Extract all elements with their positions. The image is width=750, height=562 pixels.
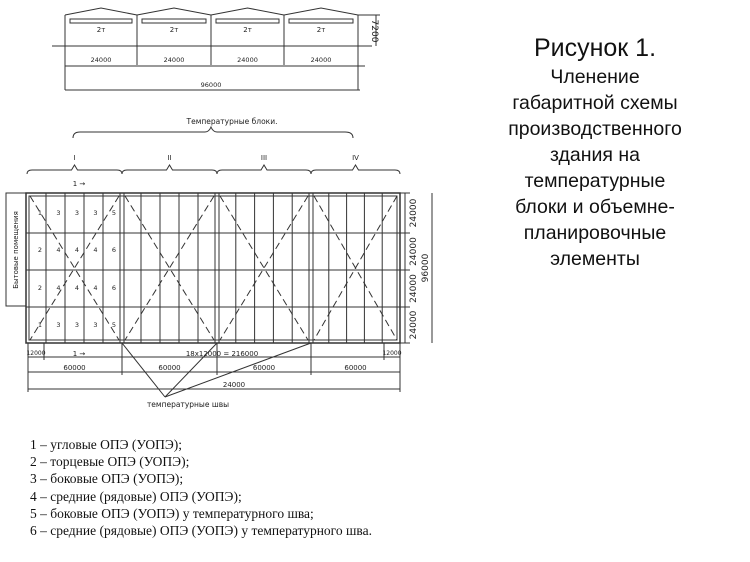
brace [27, 165, 122, 174]
element-number: 4 [74, 246, 80, 254]
brace [311, 165, 400, 174]
caption-line: элементы [550, 248, 640, 270]
bay-dimension: 24000 [237, 56, 258, 64]
crane-beam [216, 19, 279, 23]
crane-label: 2т [243, 26, 252, 34]
legend-item: 4 – средние (рядовые) ОПЭ (УОПЭ); [30, 488, 242, 504]
legend-item: 2 – торцевые ОПЭ (УОПЭ); [30, 454, 190, 470]
bottom-total-dimension: 24000 [222, 381, 246, 389]
crane-beam [289, 19, 353, 23]
element-number: 2 [37, 284, 43, 292]
roof-line [284, 8, 358, 15]
section-mark: 1 → [72, 350, 86, 358]
element-number: 6 [111, 284, 117, 292]
legend-item: 3 – боковые ОПЭ (УОПЭ); [30, 471, 184, 487]
total-width-dimension: 96000 [421, 253, 431, 283]
caption-line: Членение [550, 66, 640, 88]
caption-line: температурные [524, 170, 666, 192]
legend-item: 6 – средние (рядовые) ОПЭ (УОПЭ) у температурного шва. [30, 523, 372, 539]
crane-label: 2т [169, 26, 179, 34]
element-number: 6 [111, 246, 117, 254]
figure-heading: Рисунок 1. [533, 34, 657, 62]
joints-label: температурные швы [146, 400, 230, 409]
blocks-label: Температурные блоки. [186, 117, 278, 126]
slide-title [470, 32, 720, 272]
brace [217, 165, 311, 174]
row-dimension: 24000 [409, 237, 419, 266]
element-number: 1 [37, 321, 43, 329]
element-number: 4 [93, 284, 98, 292]
caption-line: габаритной схемы [512, 92, 678, 114]
section-mark: 1 → [72, 180, 86, 188]
legend [30, 436, 372, 539]
edge-dimension: 12000 [382, 350, 402, 357]
brace [73, 127, 353, 138]
caption-line: блоки и объемне- [515, 196, 675, 218]
element-number: 4 [93, 246, 98, 254]
building-outline [26, 193, 400, 343]
side-room-label: Бытовые помещения [12, 211, 20, 289]
step-dimension: 18x12000 = 216000 [185, 350, 259, 358]
block-dimension: 60000 [158, 364, 181, 372]
element-number: 3 [74, 209, 80, 217]
height-dimension: 7200 [369, 19, 379, 43]
row-dimension: 24000 [409, 274, 419, 303]
caption-line: планировочные [523, 222, 667, 244]
total-length-dimension: 96000 [200, 81, 222, 89]
edge-dimension: 12000 [26, 350, 46, 357]
roof-line [211, 8, 284, 15]
element-number: 3 [93, 321, 98, 329]
roof-line [65, 8, 137, 15]
bay-dimension: 24000 [90, 56, 112, 64]
element-number: 4 [56, 284, 61, 292]
element-number: 3 [56, 209, 61, 217]
crane-beam [142, 19, 206, 23]
element-number: 3 [74, 321, 80, 329]
crane-beam [70, 19, 132, 23]
element-number: 2 [37, 246, 43, 254]
row-dimension: 24000 [409, 310, 419, 340]
block-dimension: 60000 [252, 364, 276, 372]
bay-dimension: 24000 [163, 56, 185, 64]
row-dimension: 24000 [409, 198, 419, 228]
block-numeral: III [260, 154, 268, 162]
crane-label: 2т [316, 26, 326, 34]
brace [122, 165, 217, 174]
element-number: 4 [74, 284, 80, 292]
block-numeral: II [167, 154, 172, 162]
block-numeral: IV [352, 154, 359, 162]
element-number: 3 [93, 209, 98, 217]
block-dimension: 60000 [344, 364, 367, 372]
caption-line: производственного [508, 118, 682, 140]
legend-item: 1 – угловые ОПЭ (УОПЭ); [30, 437, 182, 452]
element-number: 1 [37, 209, 43, 217]
bay-dimension: 24000 [310, 56, 332, 64]
caption-line: здания на [550, 144, 640, 166]
block-dimension: 60000 [63, 364, 86, 372]
element-number: 3 [56, 321, 61, 329]
element-number: 5 [111, 209, 117, 217]
roof-line [137, 8, 211, 15]
crane-label: 2т [96, 26, 106, 34]
block-numeral: I [73, 154, 76, 162]
element-number: 5 [111, 321, 117, 329]
legend-item: 5 – боковые ОПЭ (УОПЭ) у температурного шва; [30, 505, 314, 521]
element-number: 4 [56, 246, 61, 254]
